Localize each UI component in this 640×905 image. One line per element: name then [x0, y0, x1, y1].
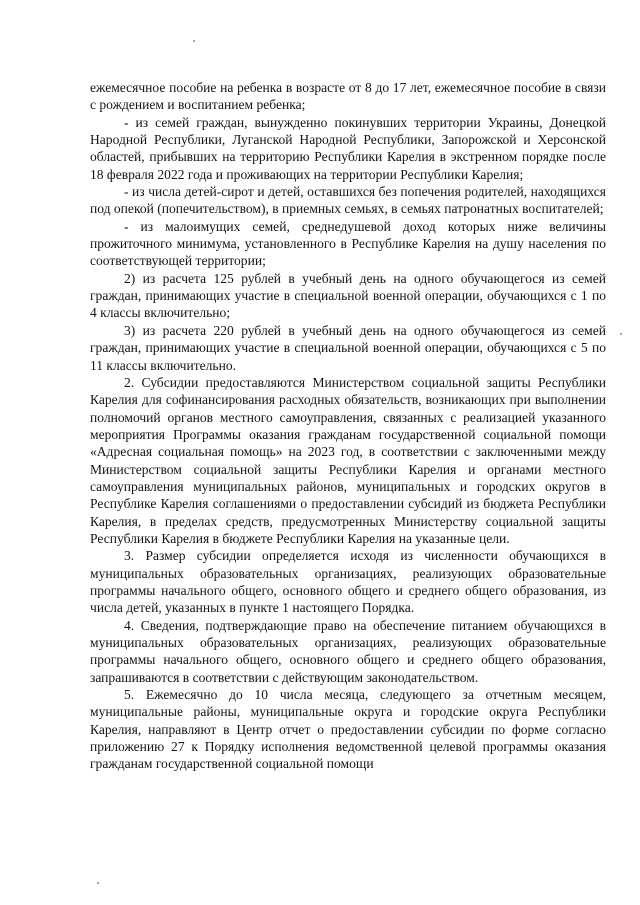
scan-speck	[97, 882, 99, 884]
paragraph-list-item: - из семей граждан, вынужденно покинувших территории Украины, Донецкой Народной Республики, Луганской Народной Республики, Запорожской и Херсонской областей, прибывших на территорию Республики Карелия в экстренном порядке после 18 февраля 2022 года и проживающих на территории Республики Карелия;	[90, 114, 606, 182]
paragraph-subitem-3: 3) из расчета 220 рублей в учебный день на одного обучающегося из семей граждан, принимающих участие в специальной военной операции, обучающихся с 5 по 11 классы включительно.	[90, 322, 606, 373]
scan-speck	[620, 333, 622, 335]
paragraph-list-item: - из числа детей-сирот и детей, оставшихся без попечения родителей, находящихся под опекой (попечительством), в приемных семьях, в семьях патронатных воспитателей;	[90, 184, 606, 217]
paragraph-section-5: 5. Ежемесячно до 10 числа месяца, следующего за отчетным месяцем, муниципальные районы, муниципальные округа и городские округа Республики Карелия, направляют в Центр отчет о предоставлении субсидии по форме согласно приложению 27 к Порядку исполнения ведомственной целевой программы оказания гражданам государственной социальной помощи	[90, 687, 606, 772]
paragraph-section-4: 4. Сведения, подтверждающие право на обеспечение питанием обучающихся в муниципальных образовательных организациях, реализующих образовательные программы начального общего, основного общего и среднего общего образования, запрашиваются в соответствии с действующим законодательством.	[90, 617, 606, 685]
paragraph-section-2: 2. Субсидии предоставляются Министерством социальной защиты Республики Карелия для софинансирования расходных обязательств, возникающих при выполнении полномочий органов местного самоуправления, связанных с реализацией указанного мероприятия Программы оказания гражданам государственной социальной помощи «Адресная социальная помощь» на 2023 год, в соответствии с заключенными между Министерством социальной защиты Республики Карелия и органами местного самоуправления муниципальных районов, муниципальных и городских округов в Республике Карелия соглашениями о предоставлении субсидий из бюджета Республики Карелия, в пределах средств, предусмотренных Министерству социальной защиты Республики Карелия в бюджете Республики Карелия на указанные цели.	[90, 374, 606, 546]
document-body	[90, 79, 606, 773]
paragraph-section-3: 3. Размер субсидии определяется исходя из численности обучающихся в муниципальных образовательных организациях, реализующих образовательные программы начального общего, основного общего и среднего общего образования, из числа детей, указанных в пункте 1 настоящего Порядка.	[90, 548, 606, 616]
paragraph-continuation: ежемесячное пособие на ребенка в возрасте от 8 до 17 лет, ежемесячное пособие в связи с рождением и воспитанием ребенка;	[90, 80, 606, 113]
paragraph-list-item: - из малоимущих семей, среднедушевой доход которых ниже величины прожиточного минимума, установленного в Республике Карелия на душу населения по соответствующей территории;	[90, 218, 606, 269]
scan-speck	[193, 40, 195, 42]
paragraph-subitem-2: 2) из расчета 125 рублей в учебный день на одного обучающегося из семей граждан, принимающих участие в специальной военной операции, обучающихся с 1 по 4 классы включительно;	[90, 270, 606, 321]
